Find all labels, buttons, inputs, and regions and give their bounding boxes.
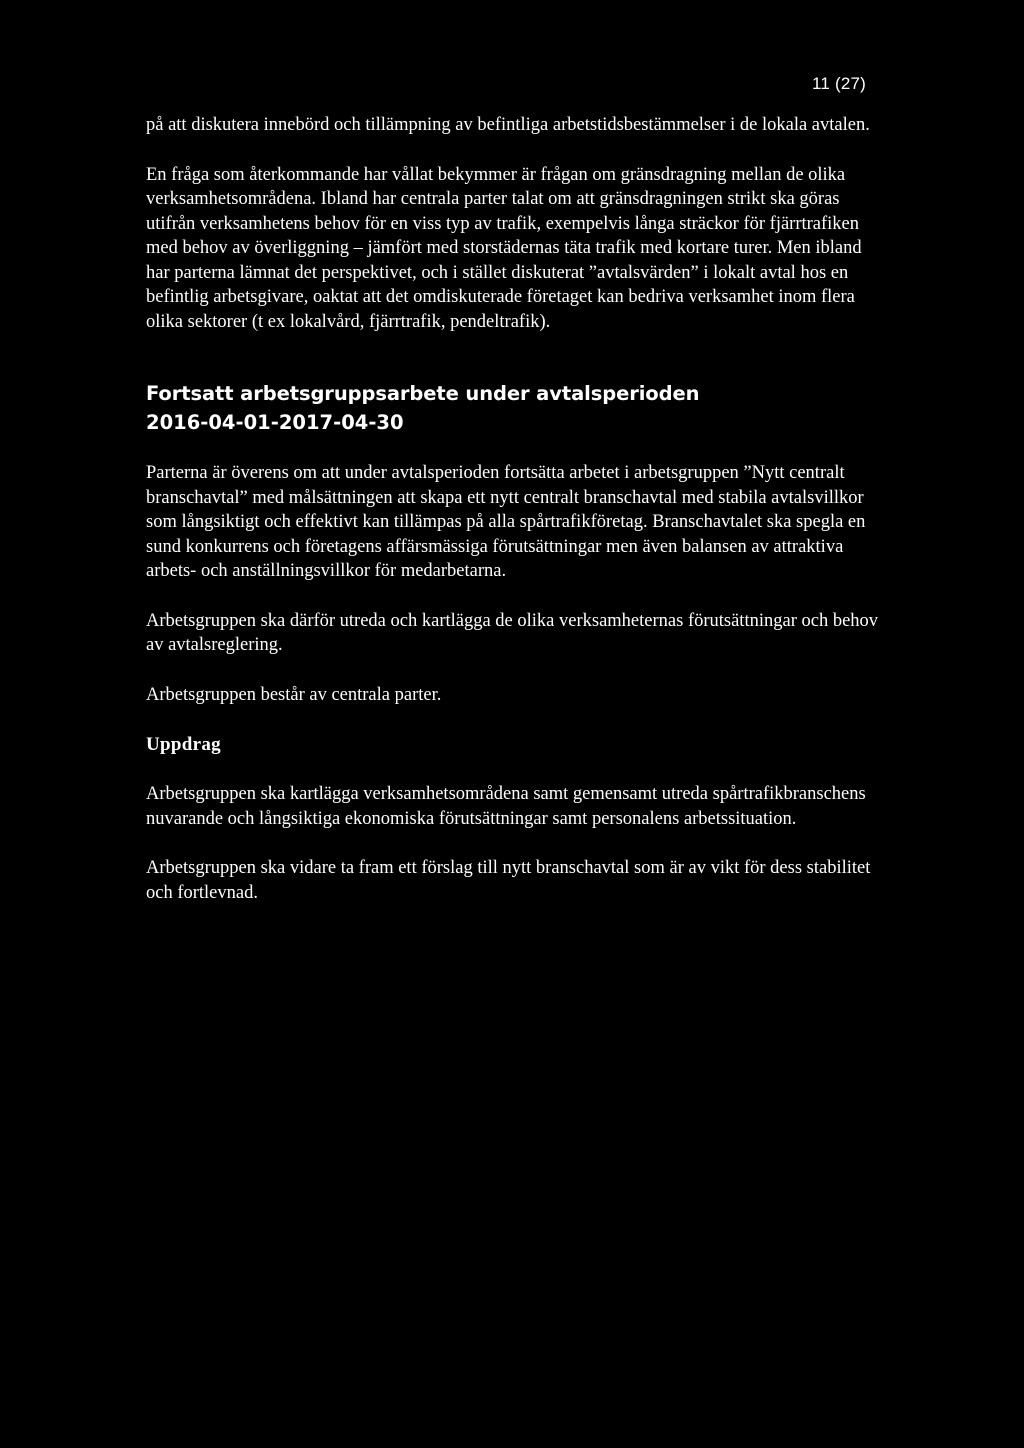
subsection-paragraph-1: Arbetsgruppen ska kartlägga verksamhetsområdena samt gemensamt utreda spårtrafikbranschens nuvarande och långsiktiga ekonomiska förutsättningar samt personalens arbetssituation. (146, 784, 866, 829)
section-paragraph-3: Arbetsgruppen består av centrala parter. (146, 684, 442, 705)
section-date-range: 2016-04-01-2017-04-30 (146, 411, 404, 434)
section-paragraph-1: Parterna är överens om att under avtalsperioden fortsätta arbetet i arbetsgruppen ”Nytt centralt branschavtal” med målsättningen att skapa ett nytt centralt branschavtal med stabila avtalsvillkor som långsiktigt och effektivt kan tillämpas på alla spårtrafikföretag. Branschavtalet ska spegla en sund konkurrens och företagens affärsmässiga förutsättningar men även balansen av attraktiva arbets- och anställningsvillkor för medarbetarna. (146, 463, 866, 581)
section-paragraph-2: Arbetsgruppen ska därför utreda och kartlägga de olika verksamheternas förutsättningar och behov av avtalsreglering. (146, 610, 879, 655)
subsection-heading: Uppdrag (146, 734, 221, 755)
section-heading: Fortsatt arbetsgruppsarbete under avtalsperioden (146, 382, 700, 405)
page-number: 11 (27) (812, 74, 867, 93)
subsection-paragraph-2: Arbetsgruppen ska vidare ta fram ett förslag till nytt branschavtal som är av vikt för dess stabilitet och fortlevnad. (146, 858, 871, 903)
page-body (146, 113, 886, 930)
intro-paragraph-2: En fråga som återkommande har vållat bekymmer är frågan om gränsdragning mellan de olika verksamhetsområdena. Ibland har centrala parter talat om att gränsdragningen strikt ska göras utifrån verksamhetens behov för en viss typ av trafik, exempelvis långa sträckor för fjärrtrafiken med behov av överliggning – jämfört med storstädernas täta trafik med kortare turer. Men ibland har parterna lämnat det perspektivet, och i stället diskuterat ”avtalsvärden” i lokalt avtal hos en befintlig arbetsgivare, oaktat att det omdiskuterade företaget kan bedriva verksamhet inom flera olika sektorer (t ex lokalvård, fjärrtrafik, pendeltrafik). (146, 164, 862, 332)
intro-paragraph-1: på att diskutera innebörd och tillämpning av befintliga arbetstidsbestämmelser i de lokala avtalen. (146, 115, 870, 135)
